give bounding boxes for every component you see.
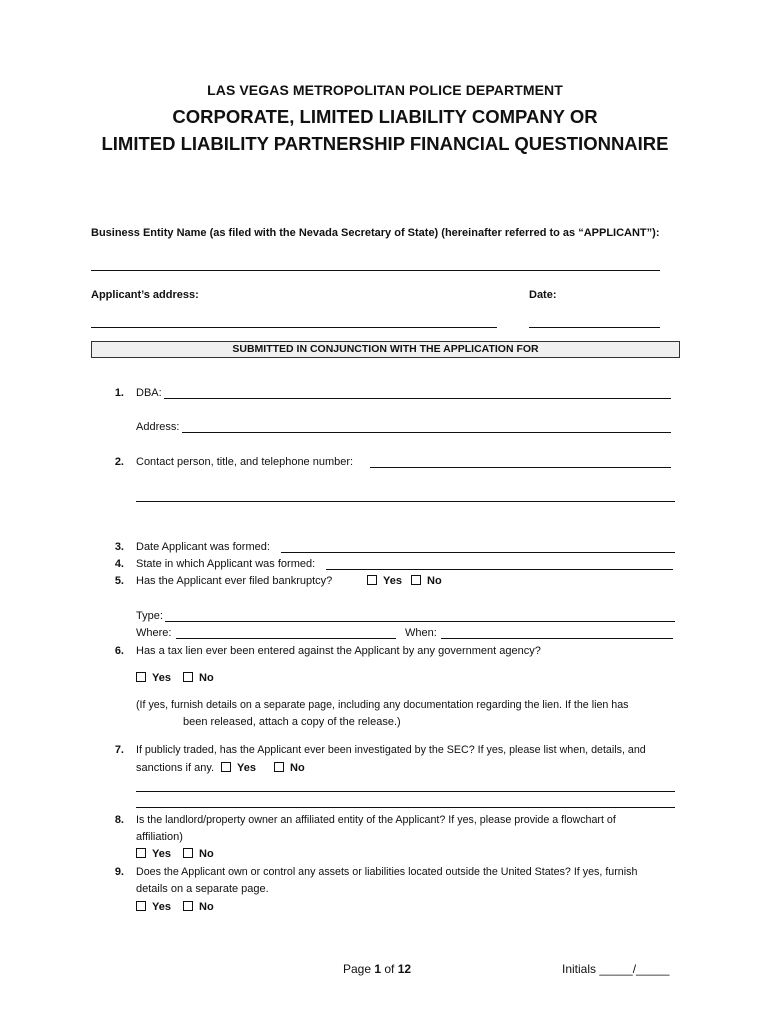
q8-yes-checkbox[interactable] — [136, 848, 146, 858]
q9-number: 9. — [114, 866, 124, 878]
form-title-line1: CORPORATE, LIMITED LIABILITY COMPANY OR — [172, 106, 598, 127]
q5-when-field[interactable] — [441, 638, 673, 639]
q7-details-field-1[interactable] — [136, 791, 675, 792]
q7-yes-option[interactable] — [221, 762, 256, 774]
q3-date-formed-field[interactable] — [281, 552, 675, 553]
q3-number: 3. — [114, 541, 124, 553]
q7-line2: sanctions if any. — [136, 762, 215, 774]
q9-yes-label: Yes — [152, 901, 171, 913]
q7-no-option[interactable] — [274, 762, 305, 774]
q4-number: 4. — [114, 558, 124, 570]
date-label: Date: — [529, 289, 557, 301]
q6-yes-label: Yes — [152, 672, 171, 684]
q9-yes-checkbox[interactable] — [136, 901, 146, 911]
q7-yes-checkbox[interactable] — [221, 762, 231, 772]
q5-where-label: Where: — [136, 627, 172, 639]
entity-name-field[interactable] — [91, 270, 660, 271]
q9-line2: details on a separate page. — [136, 883, 269, 895]
q2-contact-field-2[interactable] — [136, 501, 675, 502]
q8-no-checkbox[interactable] — [183, 848, 193, 858]
q7-yes-label: Yes — [237, 762, 256, 774]
q5-type-label: Type: — [136, 610, 163, 622]
q8-line2: affiliation) — [136, 831, 183, 843]
q1-address-label: Address: — [136, 421, 180, 433]
address-field[interactable] — [91, 327, 497, 328]
form-title-line2: LIMITED LIABILITY PARTNERSHIP FINANCIAL QUESTIONNAIRE — [101, 133, 669, 154]
q6-yes-checkbox[interactable] — [136, 672, 146, 682]
q5-no-option[interactable] — [411, 575, 442, 587]
q2-contact-field[interactable] — [370, 467, 671, 468]
q6-note-line1: (If yes, furnish details on a separate page, including any documentation regarding the lien. If the lien has — [136, 699, 629, 711]
q1-address-field[interactable] — [182, 432, 671, 433]
q7-line1: If publicly traded, has the Applicant ever been investigated by the SEC? If yes, please list when, details, and — [136, 744, 646, 756]
q5-yes-checkbox[interactable] — [367, 575, 377, 585]
q6-no-option[interactable] — [183, 672, 214, 684]
q9-no-label: No — [199, 901, 214, 913]
q2-number: 2. — [114, 456, 124, 468]
q5-no-label: No — [427, 575, 442, 587]
initials-field[interactable]: Initials _____/_____ — [562, 962, 670, 976]
page-prefix: Page — [343, 962, 375, 976]
q8-number: 8. — [114, 814, 124, 826]
q6-text: Has a tax lien ever been entered against the Applicant by any government agency? — [136, 645, 541, 657]
q4-text: State in which Applicant was formed: — [136, 558, 316, 570]
page-total: 12 — [397, 962, 412, 976]
q8-yes-label: Yes — [152, 848, 171, 860]
application-banner: SUBMITTED IN CONJUNCTION WITH THE APPLICATION FOR — [91, 341, 680, 358]
q6-no-label: No — [199, 672, 214, 684]
q6-note-line2: been released, attach a copy of the release.) — [183, 716, 401, 728]
q9-yes-option[interactable] — [136, 901, 171, 913]
q5-type-field[interactable] — [165, 621, 675, 622]
q8-line1: Is the landlord/property owner an affiliated entity of the Applicant? If yes, please provide a flowchart of — [136, 814, 616, 826]
q7-no-checkbox[interactable] — [274, 762, 284, 772]
q5-no-checkbox[interactable] — [411, 575, 421, 585]
q5-number: 5. — [114, 575, 124, 587]
page-number: 1 — [374, 962, 382, 976]
q9-no-option[interactable] — [183, 901, 214, 913]
q2-text: Contact person, title, and telephone number: — [136, 456, 354, 468]
entity-name-label: Business Entity Name (as filed with the Nevada Secretary of State) (hereinafter referred to as “APPLICANT”): — [91, 227, 660, 239]
address-label: Applicant’s address: — [91, 289, 199, 301]
q7-details-field-2[interactable] — [136, 807, 675, 808]
page-of: of — [381, 962, 398, 976]
q8-no-label: No — [199, 848, 214, 860]
q9-no-checkbox[interactable] — [183, 901, 193, 911]
q6-yes-option[interactable] — [136, 672, 171, 684]
q8-yes-option[interactable] — [136, 848, 171, 860]
q7-number: 7. — [114, 744, 124, 756]
q6-number: 6. — [114, 645, 124, 657]
q4-state-field[interactable] — [326, 569, 673, 570]
q7-no-label: No — [290, 762, 305, 774]
q6-no-checkbox[interactable] — [183, 672, 193, 682]
q5-where-field[interactable] — [176, 638, 396, 639]
q5-yes-option[interactable] — [367, 575, 402, 587]
q5-yes-label: Yes — [383, 575, 402, 587]
q1-dba-label: DBA: — [136, 387, 162, 399]
q1-number: 1. — [114, 387, 124, 399]
q3-text: Date Applicant was formed: — [136, 541, 270, 553]
q5-text: Has the Applicant ever filed bankruptcy? — [136, 575, 333, 587]
page-indicator — [343, 962, 411, 976]
department-name: LAS VEGAS METROPOLITAN POLICE DEPARTMENT — [207, 82, 563, 98]
q1-dba-field[interactable] — [164, 398, 671, 399]
q8-no-option[interactable] — [183, 848, 214, 860]
q9-line1: Does the Applicant own or control any assets or liabilities located outside the United States? If yes, furnish — [136, 866, 638, 878]
date-field[interactable] — [529, 327, 660, 328]
q5-when-label: When: — [405, 627, 437, 639]
